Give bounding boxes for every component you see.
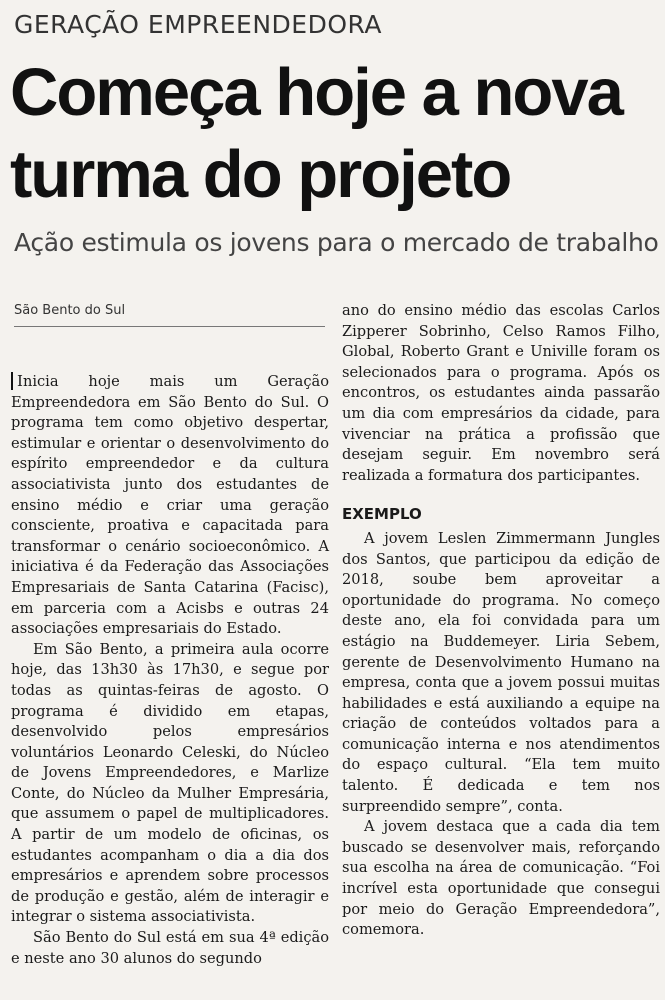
dateline: São Bento do Sul [14,303,126,318]
headline [10,52,660,216]
paragraph: São Bento do Sul está em sua 4ª edição e neste ano 30 alunos do segundo [11,929,329,967]
section-title: EXEMPLO [342,505,422,524]
article-column-left [11,371,329,969]
dateline-rule [14,326,325,327]
paragraph: Inicia hoje mais um Geração Empreendedora em São Bento do Sul. O programa tem como objetivo despertar, estimular e orientar o desenvolvimento do espírito empreendedor e da cultura associativista junto dos estudantes de ensino médio e criar uma geração consciente, proativa e capacitada para transformar o cenário socioeconômico. A iniciativa é da Federação das Associações Empresariais de Santa Catarina (Facisc), em parceria com a Acisbs e outras 24 associações empresariais do Estado. [11,372,329,638]
paragraph: A jovem Leslen Zimmermann Jungles dos Santos, que participou da edição de 2018, soube bem aproveitar a oportunidade do programa. No começo deste ano, ela foi convidada para um estágio na Buddemeyer. Liria Sebem, gerente de Desenvolvimento Humano na empresa, conta que a jovem possui muitas habilidades e está auxiliando a equipe na criação de conteúdos voltados para a comunicação interna e nos atendimentos do espaço cultural. “Ela tem muito talento. É dedicada e tem nos surpreendido sempre”, conta. [342,529,660,815]
subheadline: Ação estimula os jovens para o mercado de trabalho [14,228,659,257]
headline-line-2: turma do projeto [10,137,511,212]
paragraph: A jovem destaca que a cada dia tem buscado se desenvolver mais, reforçando sua escolha na área de comunicação. “Foi incrível esta oportunidade que consegui por meio do Geração Empreendedora”, comemora. [342,818,660,939]
paragraph: ano do ensino médio das escolas Carlos Zipperer Sobrinho, Celso Ramos Filho, Global, Roberto Grant e Univille foram os selecionados para o programa. Após os encontros, os estudantes ainda passarão um dia com empresários da cidade, para vivenciar na prática a profissão que desejam seguir. Em novembro será realizada a formatura dos participantes. [342,302,660,484]
section-kicker: GERAÇÃO EMPREENDEDORA [14,10,382,39]
paragraph: Em São Bento, a primeira aula ocorre hoje, das 13h30 às 17h30, e segue por todas as quintas-feiras de agosto. O programa é dividido em etapas, desenvolvido pelos empresários voluntários Leonardo Celeski, do Núcleo de Jovens Empreendedores, e Marlize Conte, do Núcleo da Mulher Empresária, que assumem o papel de multiplicadores. A partir de um modelo de oficinas, os estudantes acompanham o dia a dia dos empresários e aprendem sobre processos de produção e gestão, além de interagir e integrar o sistema associativista. [11,640,329,926]
headline-line-1: Começa hoje a nova [10,55,622,130]
article-column-right [342,301,660,941]
